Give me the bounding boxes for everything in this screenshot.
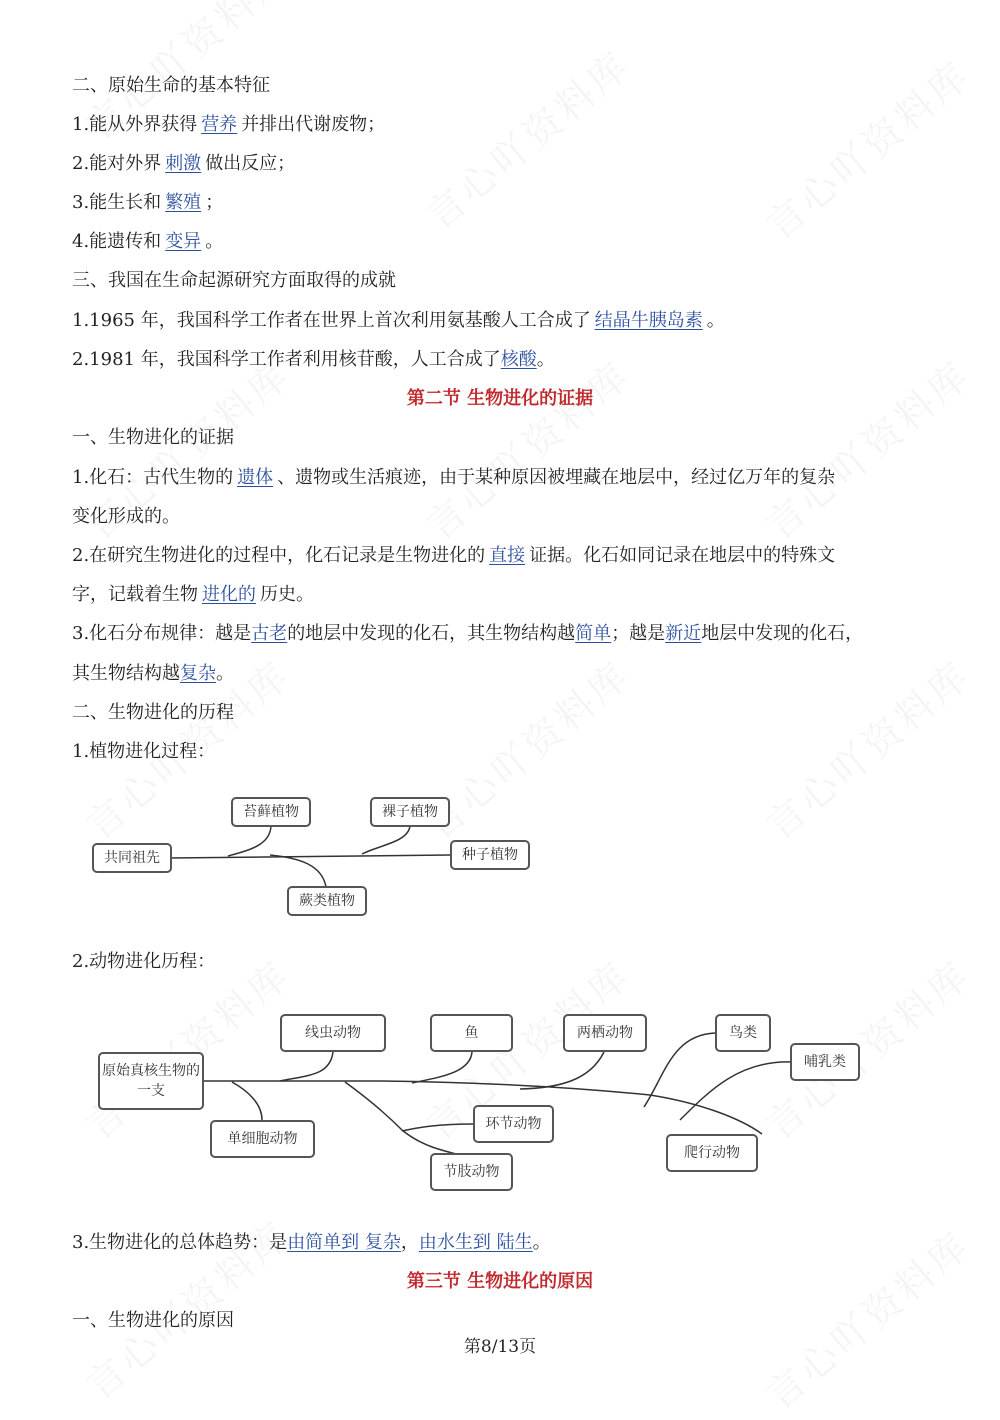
item-text: 2.在研究生物进化的过程中，化石记录是生物进化的 <box>72 545 486 566</box>
node-amphibians: 两栖动物 <box>563 1014 647 1052</box>
item-text: 并排出代谢废物； <box>241 114 386 135</box>
fill-answer: 刺激 <box>165 153 202 174</box>
item-text: 字，记载着生物 <box>72 584 198 605</box>
node-moss-plants: 苔藓植物 <box>231 797 311 827</box>
item-text: 地层中发现的化石， <box>701 623 864 644</box>
section-title: 第二节 生物进化的证据 <box>406 388 594 409</box>
node-arthropods: 节肢动物 <box>430 1153 513 1191</box>
item-text: 。 <box>216 663 234 684</box>
node-ferns: 蕨类植物 <box>287 886 367 916</box>
node-birds: 鸟类 <box>715 1014 771 1052</box>
fill-answer: 由简单到 复杂 <box>287 1232 401 1253</box>
fill-answer: 复杂 <box>180 663 216 684</box>
node-annelids: 环节动物 <box>473 1105 554 1143</box>
item-text: 3.能生长和 <box>72 192 162 213</box>
fill-answer: 遗体 <box>237 467 274 488</box>
heading-china-achievements: 三、我国在生命起源研究方面取得的成就 <box>72 270 396 291</box>
node-nematodes: 线虫动物 <box>280 1014 386 1052</box>
fill-answer: 结晶牛胰岛素 <box>594 310 703 331</box>
fill-answer: 新近 <box>665 623 702 644</box>
animal-evolution-label: 2.动物进化历程： <box>72 951 216 972</box>
fill-answer: 繁殖 <box>165 192 202 213</box>
item-text: 1.1965 年，我国科学工作者在世界上首次利用氨基酸人工合成了 <box>72 310 591 331</box>
item-text: 2.能对外界 <box>72 153 162 174</box>
evolution-trend <box>72 1231 551 1255</box>
list-item-continuation: 变化形成的。 <box>72 506 180 527</box>
node-fish: 鱼 <box>430 1014 513 1052</box>
item-text: 的地层中发现的化石，其生物结构越 <box>287 623 576 644</box>
node-seed-plants: 种子植物 <box>450 840 530 870</box>
item-text: 2.1981 年，我国科学工作者利用核苷酸，人工合成了 <box>72 349 501 370</box>
item-text: 其生物结构越 <box>72 663 180 684</box>
item-text: 。 <box>706 310 725 331</box>
item-text: 1.化石：古代生物的 <box>72 467 234 488</box>
node-gymnosperms: 裸子植物 <box>370 797 450 827</box>
fill-answer: 简单 <box>575 623 612 644</box>
fill-answer: 进化的 <box>202 584 256 605</box>
item-text: 。 <box>205 231 224 252</box>
heading-primitive-life-features: 二、原始生命的基本特征 <box>72 75 270 96</box>
item-text: 。 <box>536 349 555 370</box>
fill-answer: 营养 <box>201 114 238 135</box>
item-text: 4.能遗传和 <box>72 231 162 252</box>
item-text: ， <box>400 1232 419 1253</box>
item-text: 3.化石分布规律：越是 <box>72 623 252 644</box>
item-text: 历史。 <box>260 584 314 605</box>
node-mammals: 哺乳类 <box>790 1043 860 1081</box>
fill-answer: 由水生到 陆生 <box>418 1232 533 1253</box>
item-text: ；越是 <box>611 623 666 644</box>
item-text: 证据。化石如同记录在地层中的特殊文 <box>529 545 836 566</box>
item-text: 、遗物或生活痕迹，由于某种原因被埋藏在地层中，经过亿万年的复杂 <box>277 467 836 488</box>
subheading: 一、生物进化的证据 <box>72 427 234 448</box>
fill-answer: 直接 <box>489 545 526 566</box>
plant-evolution-label: 1.植物进化过程： <box>72 741 216 762</box>
item-text: 1.能从外界获得 <box>72 114 198 135</box>
node-reptiles: 爬行动物 <box>666 1134 758 1172</box>
node-unicellular-animals: 单细胞动物 <box>210 1120 315 1158</box>
fill-answer: 核酸 <box>500 349 537 370</box>
subheading: 一、生物进化的原因 <box>72 1310 234 1331</box>
fill-answer: 变异 <box>165 231 202 252</box>
node-primitive-eukaryote-branch: 原始真核生物的一支 <box>98 1052 204 1110</box>
item-text: 做出反应； <box>205 153 296 174</box>
item-text: 3.生物进化的总体趋势：是 <box>72 1232 288 1253</box>
page-number: 第8/13页 <box>463 1337 537 1357</box>
subheading: 二、生物进化的历程 <box>72 702 234 723</box>
section-title: 第三节 生物进化的原因 <box>406 1271 594 1292</box>
node-common-ancestor: 共同祖先 <box>92 843 172 873</box>
fill-answer: 古老 <box>251 623 288 644</box>
item-text: 。 <box>532 1232 551 1253</box>
item-text: ； <box>205 192 224 213</box>
